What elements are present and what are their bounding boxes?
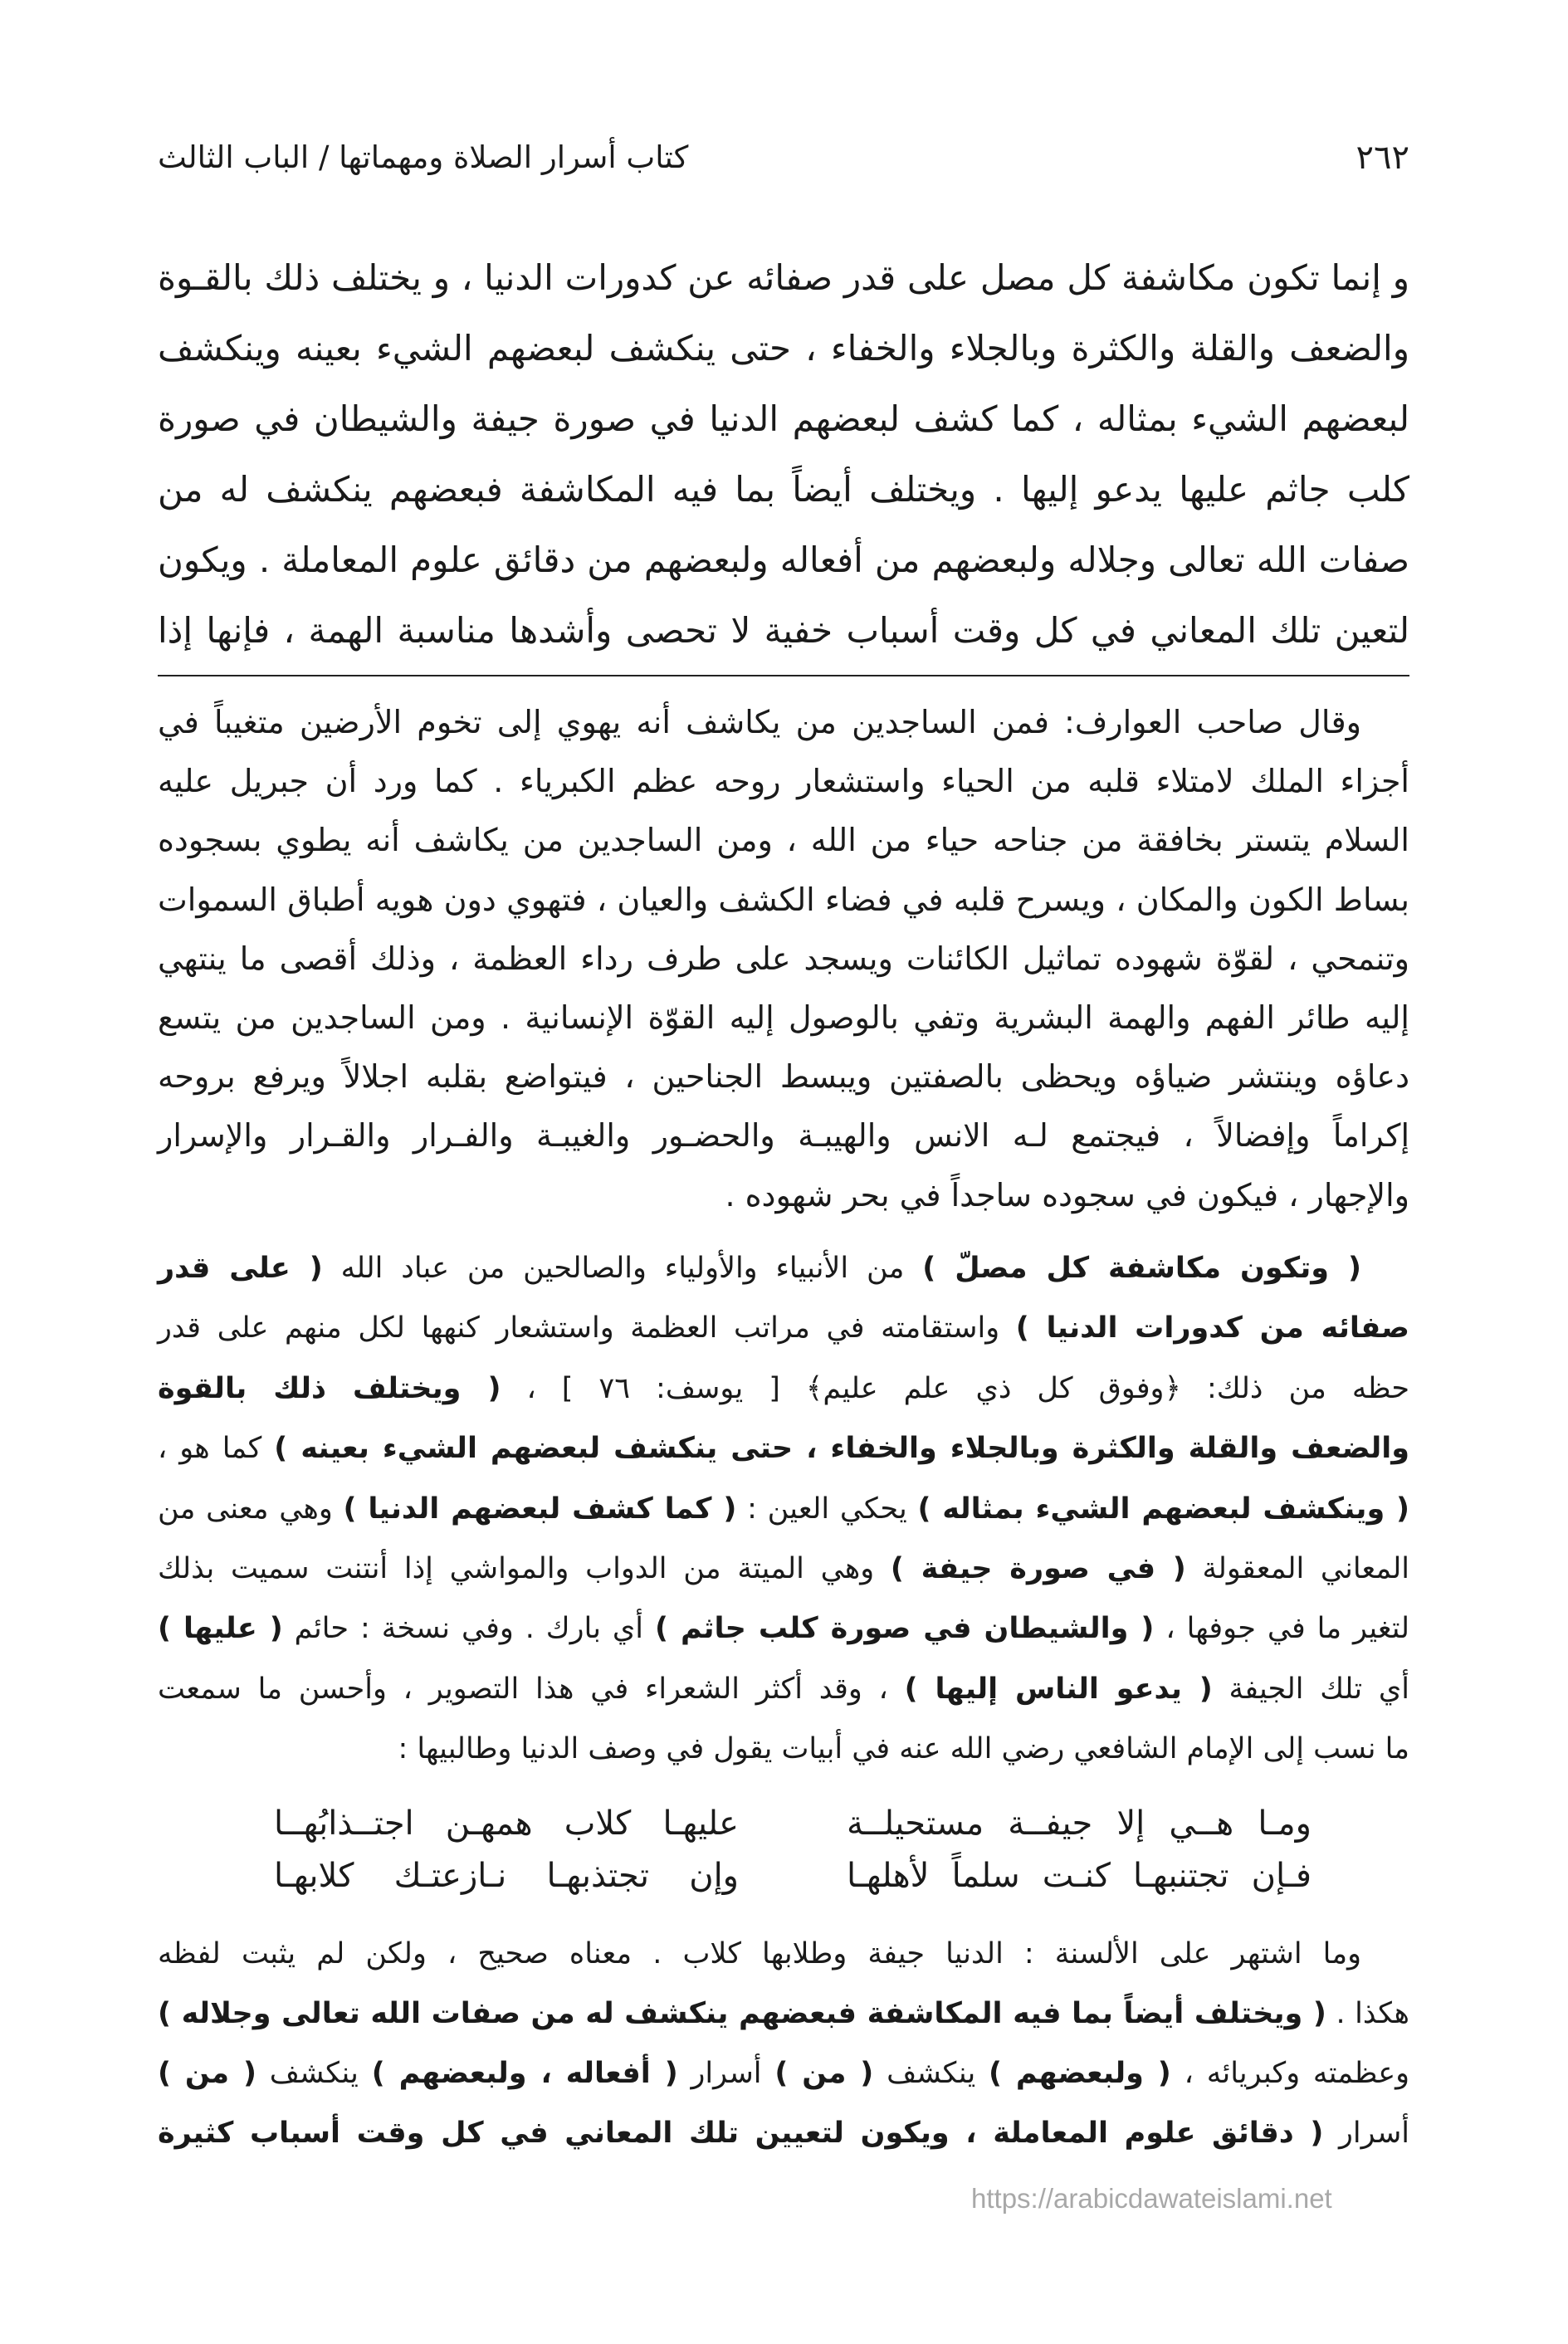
quoted-text: ( ولبعضهم ) <box>989 2057 1171 2090</box>
commentary-line <box>158 1984 1409 2044</box>
main-text-line: كلب جاثم عليها يدعو إليها . ويختلف أيضاً بما فيه المكاشفة فبعضهم ينكشف له من <box>158 469 1409 510</box>
quoted-text: والضعف والقلة والكثرة وبالجلاء والخفاء ، حتى ينكشف لبعضهم الشيء بعينه ) <box>274 1432 1409 1466</box>
quoted-text: ( ويختلف ذلك بالقوة <box>158 1371 501 1405</box>
poem-hemistich-first: ومـا هــي إلا جيفــة مستحيلــة <box>847 1804 1312 1843</box>
commentary-text: ما نسب إلى الإمام الشافعي رضي الله عنه في أبيات يقول في وصف الدنيا وطالبيها : <box>398 1732 1409 1766</box>
commentary-text: وهي الميتة من الدواب والمواشي إذا أنتنت سميت بذلك <box>158 1552 891 1586</box>
commentary-line <box>158 1419 1409 1478</box>
commentary-text: هكذا . <box>1326 1997 1409 2030</box>
commentary-text: لتغير ما في جوفها ، <box>1154 1612 1410 1646</box>
quoted-text: ( في صورة جيفة ) <box>890 1552 1186 1586</box>
commentary-text: واستقامته في مراتب العظمة واستشعار كنهها لكل منهم على قدر <box>158 1311 1016 1345</box>
poem-hemistich-first: فـإن تجتنبهـا كنـت سلماً لأهلهـا <box>847 1857 1312 1895</box>
commentary-text: حظه من ذلك: ﴿وفوق كل ذي علم عليم﴾ [ يوسف: ٧٦ ] ، <box>501 1371 1409 1405</box>
main-text-line: والضعف والقلة والكثرة وبالجلاء والخفاء ، حتى ينكشف لبعضهم الشيء بعينه وينكشف <box>158 328 1409 369</box>
commentary-text: وهي معنى من <box>158 1492 344 1526</box>
commentary-text: أسرار <box>1323 2117 1409 2150</box>
quoted-text: ( عليها ) <box>158 1612 283 1646</box>
poem-hemistich-second: وإن تجتذبهـا نـازعتـك كلابهـا <box>274 1857 739 1895</box>
poem <box>274 1798 1312 1902</box>
main-text-line: لتعين تلك المعاني في كل وقت أسباب خفية لا تحصى وأشدها مناسبة الهمة ، فإنها إذا <box>158 610 1409 651</box>
main-text-line: لبعضهم الشيء بمثاله ، كما كشف لبعضهم الدنيا في صورة جيفة والشيطان في صورة <box>158 398 1409 439</box>
footnote-line: السلام يتستر بخافقة من جناحه حياء من الله ، ومن الساجدين من يكاشف أنه يطوي بسجوده <box>158 822 1409 859</box>
commentary-line <box>158 1539 1409 1599</box>
commentary-line <box>158 1298 1409 1358</box>
commentary-line <box>158 1599 1409 1658</box>
commentary-text: وما اشتهر على الألسنة : الدنيا جيفة وطلابها كلاب . معناه صحيح ، ولكن لم يثبت لفظه <box>158 1937 1361 1970</box>
footnote <box>158 693 1409 1225</box>
page-number: ٢٦٢ <box>1356 139 1409 177</box>
commentary-text: ، وقد أكثر الشعراء في هذا التصوير ، وأحسن ما سمعت <box>158 1672 905 1706</box>
footnote-line: وتنمحي ، لقوّة شهوده تماثيل الكائنات ويسجد على طرف رداء العظمة ، وذلك أقصى ما ينتهي <box>158 940 1409 977</box>
commentary-text: أي تلك الجيفة <box>1212 1672 1409 1706</box>
commentary-line <box>158 1659 1409 1719</box>
poem-verse <box>274 1850 1312 1902</box>
quoted-text: ( على قدر <box>158 1252 323 1285</box>
main-text-line: و إنما تكون مكاشفة كل مصل على قدر صفائه عن كدورات الدنيا ، و يختلف ذلك بالقـوة <box>158 257 1409 298</box>
commentary-text: يحكي العين : <box>736 1492 918 1526</box>
quoted-text: ( ويختلف أيضاً بما فيه المكاشفة فبعضهم ينكشف له من صفات الله تعالى وجلاله ) <box>158 1997 1326 2030</box>
commentary-text: أسرار <box>677 2057 775 2090</box>
footnote-line: بساط الكون والمكان ، ويسرح قلبه في فضاء الكشف والعيان ، فتهوي دون هويه أطباق السموات <box>158 881 1409 918</box>
poem-verse <box>274 1798 1312 1850</box>
poem-hemistich-second: عليهـا كلاب همهـن اجتــذابُهــا <box>274 1804 739 1843</box>
quoted-text: ( من ) <box>158 2057 256 2090</box>
main-text-line: صفات الله تعالى وجلاله ولبعضهم من أفعاله ولبعضهم من دقائق علوم المعاملة . ويكون <box>158 540 1409 580</box>
quoted-text: ( يدعو الناس إليها ) <box>904 1672 1213 1706</box>
quoted-text: ( وينكشف لبعضهم الشيء بمثاله ) <box>917 1492 1410 1526</box>
watermark-url: https://arabicdawateislami.net <box>971 2183 1332 2214</box>
commentary-line <box>158 1479 1409 1539</box>
commentary-text: ينكشف <box>256 2057 372 2090</box>
commentary <box>158 1238 1409 1780</box>
commentary-text: كما هو ، <box>158 1432 275 1466</box>
commentary-text: من الأنبياء والأولياء والصالحين من عباد الله <box>322 1252 923 1285</box>
commentary-line <box>158 2103 1409 2163</box>
footnote-separator <box>158 675 1409 676</box>
commentary-line <box>158 1924 1409 1984</box>
running-header <box>158 133 1409 183</box>
quoted-text: ( من ) <box>774 2057 874 2090</box>
quoted-text: ( أفعاله ، ولبعضهم ) <box>371 2057 678 2090</box>
quoted-text: ( وتكون مكاشفة كل مصلّ ) <box>922 1252 1361 1285</box>
footnote-line: إليه طائر الفهم والهمة البشرية وتفي بالوصول إليه القوّة الإنسانية . ومن الساجدين من يتسع <box>158 999 1409 1037</box>
footnote-line: أجزاء الملك لامتلاء قلبه من الحياء واستشعار روحه عظم الكبرياء . كما ورد أن جبريل عليه <box>158 763 1409 800</box>
footnote-line: والإجهار ، فيكون في سجوده ساجداً في بحر شهوده . <box>725 1176 1409 1214</box>
running-title: كتاب أسرار الصلاة ومهماتها / الباب الثالث <box>158 139 689 175</box>
quoted-text: ( دقائق علوم المعاملة ، ويكون لتعيين تلك المعاني في كل وقت أسباب كثيرة <box>158 2117 1324 2150</box>
main-text <box>158 242 1409 666</box>
quoted-text: صفائه من كدورات الدنيا ) <box>1015 1311 1409 1345</box>
commentary-line <box>158 1359 1409 1419</box>
quoted-text: ( والشيطان في صورة كلب جاثم ) <box>654 1612 1155 1646</box>
commentary-text: ينكشف <box>873 2057 989 2090</box>
commentary-line <box>158 1238 1409 1298</box>
commentary-line <box>158 1719 1409 1779</box>
commentary-line <box>158 2044 1409 2103</box>
footnote-line: وقال صاحب العوارف: فمن الساجدين من يكاشف أنه يهوي إلى تخوم الأرضين متغيباً في <box>158 704 1361 740</box>
quoted-text: ( كما كشف لبعضهم الدنيا ) <box>343 1492 737 1526</box>
closing-commentary <box>158 1924 1409 2163</box>
commentary-text: المعاني المعقولة <box>1185 1552 1410 1586</box>
footnote-line: دعاؤه وينتشر ضياؤه ويحظى بالصفتين ويبسط الجناحين ، فيتواضع بقلبه اجلالاً ويرفع بروحه <box>158 1058 1409 1096</box>
commentary-text: أي بارك . وفي نسخة : حائم <box>282 1612 655 1646</box>
commentary-text: وعظمته وكبريائه ، <box>1170 2057 1409 2090</box>
footnote-line: إكراماً وإفضالاً ، فيجتمع لـه الانس والهيبـة والحضـور والغيبـة والفـرار والقـرار والإسرار <box>158 1117 1409 1155</box>
